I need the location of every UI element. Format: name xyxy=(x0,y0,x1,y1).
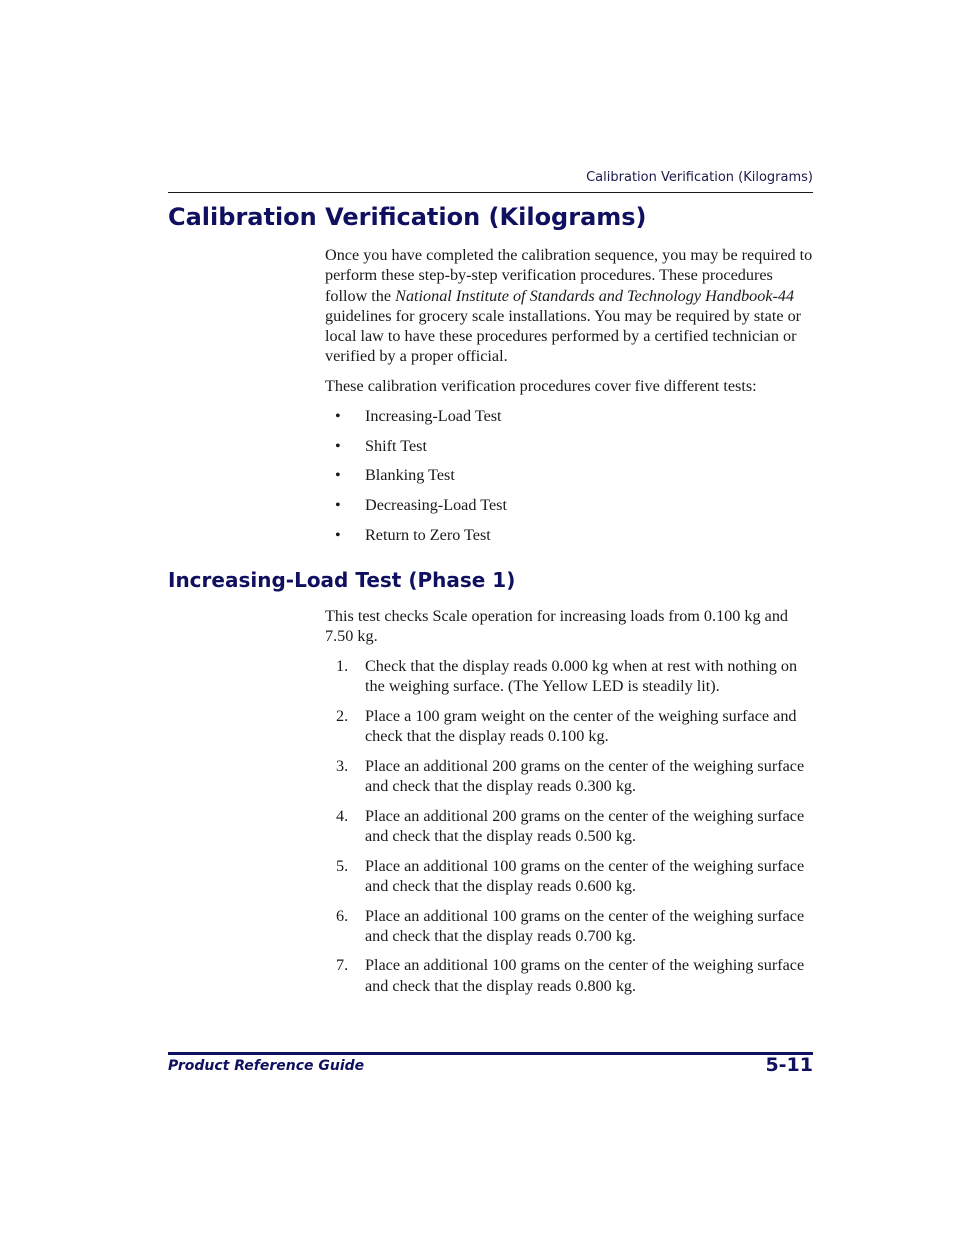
intro-text-start: Once you have completed the calibration sequence, you may be required to perform these step-by-step verification procedures. These procedures follow the xyxy=(325,246,813,305)
list-item xyxy=(325,495,813,515)
step-number: 3. xyxy=(336,756,349,775)
list-item xyxy=(325,465,813,485)
step-number: 6. xyxy=(336,906,349,925)
step-text: Place an additional 100 grams on the center of the weighing surface and check that the display reads 0.700 kg. xyxy=(365,906,805,945)
footer-guide-title: Product Reference Guide xyxy=(168,1058,365,1074)
tests-list xyxy=(325,406,813,545)
step-number: 7. xyxy=(336,956,349,975)
step-item xyxy=(325,756,813,797)
step-number: 5. xyxy=(336,856,349,875)
step-item xyxy=(325,955,813,996)
handbook-reference: National Institute of Standards and Technology Handbook-44 xyxy=(395,286,795,305)
intro-text-end: guidelines for grocery scale installations. You may be required by state or local law to have these procedures performed by a certified technician or verified by a proper official. xyxy=(325,306,802,366)
page-number: 5-11 xyxy=(765,1054,813,1076)
step-item xyxy=(325,906,813,947)
list-item xyxy=(325,436,813,456)
list-item-text: Shift Test xyxy=(365,436,427,455)
bullet-marker: • xyxy=(335,436,341,455)
tests-intro: These calibration verification procedures cover five different tests: xyxy=(325,376,757,395)
step-text: Place an additional 100 grams on the center of the weighing surface and check that the display reads 0.600 kg. xyxy=(365,856,805,895)
list-item-text: Decreasing-Load Test xyxy=(365,496,507,515)
step-number: 1. xyxy=(336,657,349,676)
list-item-text: Blanking Test xyxy=(365,466,455,485)
step-item xyxy=(325,706,813,747)
running-header: Calibration Verification (Kilograms) xyxy=(586,170,813,185)
step-text: Place a 100 gram weight on the center of the weighing surface and check that the display reads 0.100 kg. xyxy=(365,706,797,746)
page-title: Calibration Verification (Kilograms) xyxy=(168,203,647,231)
step-item xyxy=(325,656,813,697)
list-item xyxy=(325,406,813,426)
step-number: 4. xyxy=(336,806,349,825)
bullet-marker: • xyxy=(335,496,341,515)
step-text: Place an additional 200 grams on the center of the weighing surface and check that the display reads 0.300 kg. xyxy=(365,756,805,796)
bullet-marker: • xyxy=(335,466,341,485)
bullet-marker: • xyxy=(335,525,341,544)
step-number: 2. xyxy=(336,706,349,725)
bullet-marker: • xyxy=(335,407,341,426)
phase-block xyxy=(325,606,813,1005)
step-text: Check that the display reads 0.000 kg when at rest with nothing on the weighing surface. (The Yellow LED is steadily lit). xyxy=(365,657,798,696)
header-divider xyxy=(168,192,813,193)
phase-intro: This test checks Scale operation for increasing loads from 0.100 kg and 7.50 kg. xyxy=(325,607,789,646)
steps-list xyxy=(325,656,813,996)
footer-divider xyxy=(168,1052,813,1055)
list-item-text: Increasing-Load Test xyxy=(365,407,502,426)
section-heading: Increasing-Load Test (Phase 1) xyxy=(168,568,516,592)
step-item xyxy=(325,806,813,847)
step-text: Place an additional 100 grams on the center of the weighing surface and check that the display reads 0.800 kg. xyxy=(365,956,805,995)
step-text: Place an additional 200 grams on the center of the weighing surface and check that the display reads 0.500 kg. xyxy=(365,806,805,846)
step-item xyxy=(325,856,813,897)
intro-paragraph xyxy=(325,245,813,367)
intro-block xyxy=(325,245,813,555)
list-item xyxy=(325,525,813,545)
list-item-text: Return to Zero Test xyxy=(365,525,491,544)
